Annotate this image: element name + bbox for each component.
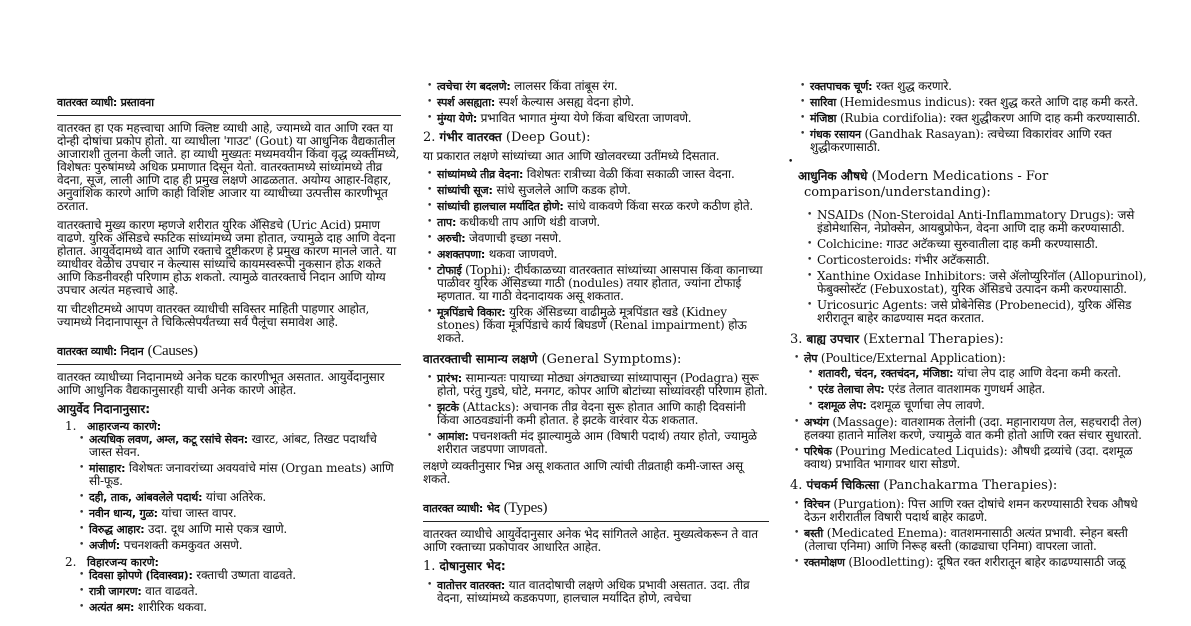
list-item: • गंधक रसायन (Gandhak Rasayan): त्वचेच्या विकारांवर आणि रक्त शुद्धीकरणासाठी. <box>810 128 1162 154</box>
dosha-types-list <box>423 579 769 605</box>
modern-medications-heading: आधुनिक औषधे (Modern Medications - For comparison/understanding): <box>798 169 1049 200</box>
list-item: • स्पर्श असह्यता: स्पर्श केल्यास असह्य वेदना होणे. <box>437 96 769 109</box>
list-item: • प्रारंभ: सामान्यतः पायाच्या मोठ्या अंगठ्याच्या सांध्यापासून (Podagra) सुरू होतो, परंतु गुडघे, घोटे, मनगट, कोपर आणि बोटांच्या सांध्यांवरही परिणाम होतो. <box>437 372 769 398</box>
list-item: • Colchicine: गाउट अटॅकच्या सुरुवातीला दाह कमी करण्यासाठी. <box>817 238 1162 251</box>
list-item: • रात्री जागरण: वात वाढवते. <box>89 585 401 598</box>
list-item: • अत्यंत श्रम: शारीरिक थकवा. <box>89 601 401 614</box>
intro-paragraph-3: या चीटशीटमध्ये आपण वातरक्त व्याधीची सविस्तर माहिती पाहणार आहोत, ज्यामध्ये निदानापासून ते चिकित्सेपर्यंतच्या सर्व पैलूंचा समावेश आहे. <box>57 302 370 329</box>
list-item: • अभ्यंग (Massage): वातशामक तेलांनी (उदा. महानारायण तेल, सहचरादी तेल) हलक्या हाताने मालिश करणे, ज्यामुळे वात कमी होतो आणि रक्त संचार सुधारतो. <box>804 416 1162 442</box>
lifestyle-causes-list <box>65 569 401 614</box>
list-item: • टोफाई (Tophi): दीर्घकाळच्या वातरक्तात सांध्यांच्या आसपास किंवा कानाच्या पाळीवर युरिक ॲसिडच्या गाठी (nodules) तयार होतात, ज्यांना टोफाई म्हणतात. या गाठी वेदनादायक असू शकतात. <box>437 264 769 303</box>
external-therapies-heading: 3. बाह्य उपचार (External Therapies): <box>790 332 1004 347</box>
list-item: • Corticosteroids: गंभीर अटॅकसाठी. <box>817 254 1162 267</box>
column-1 <box>57 92 401 618</box>
list-item: • शतावरी, चंदन, रक्तचंदन, मंजिष्ठा: यांचा लेप दाह आणि वेदना कमी करतो. <box>818 367 1162 380</box>
lep-list <box>804 367 1162 412</box>
diet-causes-list <box>65 433 401 552</box>
empty-bullet <box>790 158 1162 168</box>
list-item: • रक्तपाचक चूर्ण: रक्त शुद्ध करणारे. <box>810 80 1162 93</box>
types-intro: वातरक्त व्याधीचे आयुर्वेदानुसार अनेक भेद सांगितले आहेत. मुख्यत्वेकरून ते वात आणि रक्ताच्या प्रकोपावर आधारित आहेत. <box>423 527 758 554</box>
symptoms-continued-list <box>423 80 769 125</box>
deep-gout-list <box>423 168 769 345</box>
panchakarma-heading: 4. पंचकर्म चिकित्सा (Panchakarma Therapies): <box>790 478 1058 493</box>
list-item: • विरुद्ध आहार: उदा. दूध आणि मासे एकत्र खाणे. <box>89 523 401 536</box>
list-item: • झटके (Attacks): अचानक तीव्र वेदना सुरू होतात आणि काही दिवसांनी किंवा आठवड्यांनी कमी होतात. हे झटके वारंवार येऊ शकतात. <box>437 401 769 427</box>
list-item: • सारिवा (Hemidesmus indicus): रक्त शुद्ध करते आणि दाह कमी करते. <box>810 96 1162 109</box>
list-item: • सांध्यांमध्ये तीव्र वेदना: विशेषतः रात्रीच्या वेळी किंवा सकाळी जास्त वेदना. <box>437 168 769 181</box>
intro-heading: वातरक्त व्याधी: प्रस्तावना <box>57 92 401 116</box>
ayurveda-causes-label: आयुर्वेद निदानानुसार: <box>57 402 151 416</box>
deep-gout-intro: या प्रकारात लक्षणे सांध्यांच्या आत आणि खोलवरच्या उतींमध्ये दिसतात. <box>423 149 720 163</box>
list-item: • लेप (Poultice/External Application): • शतावरी, चंदन, रक्तचंदन, मंजिष्ठा: यांचा लेप दाह आणि वेदना कमी करतो. • एरंड तेलाचा लेप: एरंड तेलात वातशामक गुणधर्म आहेत. • दशमूळ लेप: दशमूळ चूर्णाचा लेप लावणे. <box>804 352 1162 412</box>
modern-medications-list <box>790 209 1162 325</box>
list-item: • अशक्तपणा: थकवा जाणवणे. <box>437 248 769 261</box>
column-2 <box>423 80 769 609</box>
list-item: • सांध्यांची सूज: सांधे सुजलेले आणि कडक होणे. <box>437 184 769 197</box>
list-item: • मूत्रपिंडाचे विकार: युरिक ॲसिडच्या वाढीमुळे मूत्रपिंडात खडे (Kidney stones) किंवा मूत्रपिंडाचे कार्य बिघडणे (Renal impairment) होऊ शकते. <box>437 306 769 345</box>
list-item: • ताप: कधीकधी ताप आणि थंडी वाजणे. <box>437 216 769 229</box>
causes-group: 2. विहारजन्य कारणे: • दिवसा झोपणे (दिवास्वप्न): रक्ताची उष्णता वाढवते. • रात्री जागरण: वात वाढवते. • अत्यंत श्रम: शारीरिक थकवा. <box>65 556 401 614</box>
causes-heading: वातरक्त व्याधी: निदान (Causes) <box>57 341 401 365</box>
list-item: • दशमूळ लेप: दशमूळ चूर्णाचा लेप लावणे. <box>818 399 1162 412</box>
list-item: • वातोत्तर वातरक्त: यात वातदोषाची लक्षणे अधिक प्रभावी असतात. उदा. तीव्र वेदना, सांध्यांमध्ये कडकपणा, हालचाल मर्यादित होणे, त्वचेचा <box>437 579 769 605</box>
causes-groups <box>57 420 401 614</box>
dosha-types-heading: 1. दोषानुसार भेद: <box>423 559 506 574</box>
list-item: • नवीन धान्य, गुळ: यांचा जास्त वापर. <box>89 507 401 520</box>
list-item: • मंजिष्ठा (Rubia cordifolia): रक्त शुद्धीकरण आणि दाह कमी करण्यासाठी. <box>810 112 1162 125</box>
intro-paragraph-1: वातरक्त हा एक महत्त्वाचा आणि क्लिष्ट व्याधी आहे, ज्यामध्ये वात आणि रक्त या दोन्ही दोषांचा प्रकोप होतो. या व्याधीला 'गाउट' (Gout) या आधुनिक वैद्यकातील आजाराशी तुलना केली जाते. हा व्याधी मुख्यतः मध्यमवयीन किंवा वृद्ध व्यक्तींमध्ये, विशेषतः पुरुषांमध्ये अधिक प्रमाणात दिसून येतो. वातरक्तामध्ये सांध्यांमध्ये तीव्र वेदना, सूज, लाली आणि दाह ही प्रमुख लक्षणे आढळतात. अयोग्य आहार-विहार, अनुवांशिक कारणे आणि काही विशिष्ट आजार या व्याधीच्या उत्पत्तीस कारणीभूत ठरतात. <box>57 121 400 213</box>
list-item: • मुंग्या येणे: प्रभावित भागात मुंग्या येणे किंवा बधिरता जाणवणे. <box>437 112 769 125</box>
list-item: • त्वचेचा रंग बदलणे: लालसर किंवा तांबूस रंग. <box>437 80 769 93</box>
list-item: • परिषेक (Pouring Medicated Liquids): औषधी द्रव्यांचे (उदा. दशमूळ क्वाथ) प्रभावित भागावर धारा सोडणे. <box>804 445 1162 471</box>
list-item: • एरंड तेलाचा लेप: एरंड तेलात वातशामक गुणधर्म आहेत. <box>818 383 1162 396</box>
general-symptoms-list <box>423 372 769 456</box>
list-item: • मांसाहार: विशेषतः जनावरांच्या अवयवांचे मांस (Organ meats) आणि सी-फूड. <box>89 462 401 488</box>
list-item: • अरुची: जेवणाची इच्छा नसणे. <box>437 232 769 245</box>
types-heading: वातरक्त व्याधी: भेद (Types) <box>423 498 769 522</box>
list-item: • आमांश: पचनशक्ती मंद झाल्यामुळे आम (विषारी पदार्थ) तयार होतो, ज्यामुळे शरीरात जडपणा जाणवतो. <box>437 430 769 456</box>
list-item: • सांध्यांची हालचाल मर्यादित होणे: सांधे वाकवणे किंवा सरळ करणे कठीण होते. <box>437 200 769 213</box>
herbal-remedies-list <box>790 80 1162 154</box>
list-item: • Uricosuric Agents: जसे प्रोबेनेसिड (Probenecid), युरिक ॲसिड शरीरातून बाहेर काढण्यास मदत करतात. <box>817 299 1162 325</box>
causes-group: 1. आहारजन्य कारणे: • अत्यधिक लवण, अम्ल, कटू रसांचे सेवन: खारट, आंबट, तिखट पदार्थांचे जास्त सेवन. • मांसाहार: विशेषतः जनावरांच्या अवयवांचे मांस (Organ meats) आणि सी-फूड. • दही, ताक, आंबवलेले पदार्थ: यांचा अतिरेक. • नवीन धान्य, गुळ: यांचा जास्त वापर. • विरुद्ध आहार: उदा. दूध आणि मासे एकत्र खाणे. • अजीर्ण: पचनशक्ती कमकुवत असणे. <box>65 420 401 552</box>
list-item: • दिवसा झोपणे (दिवास्वप्न): रक्ताची उष्णता वाढवते. <box>89 569 401 582</box>
list-item: • Xanthine Oxidase Inhibitors: जसे ॲलोप्युरिनॉल (Allopurinol), फेबुक्सोस्टॅट (Febuxostat), युरिक ॲसिडचे उत्पादन कमी करण्यासाठी. <box>817 270 1162 296</box>
list-item: • अत्यधिक लवण, अम्ल, कटू रसांचे सेवन: खारट, आंबट, तिखट पदार्थांचे जास्त सेवन. <box>89 433 401 459</box>
list-item: • दही, ताक, आंबवलेले पदार्थ: यांचा अतिरेक. <box>89 491 401 504</box>
panchakarma-list <box>790 498 1162 569</box>
general-symptoms-heading: वातरक्ताची सामान्य लक्षणे (General Symptoms): <box>423 352 682 367</box>
list-item: • अजीर्ण: पचनशक्ती कमकुवत असणे. <box>89 539 401 552</box>
causes-intro: वातरक्त व्याधीच्या निदानामध्ये अनेक घटक कारणीभूत असतात. आयुर्वेदानुसार आणि आधुनिक वैद्यकानुसारही याची अनेक कारणे आहेत. <box>57 370 385 397</box>
external-therapies-list <box>790 352 1162 471</box>
list-item: • बस्ती (Medicated Enema): वातशमनासाठी अत्यंत प्रभावी. स्नेहन बस्ती (तेलाचा एनिमा) आणि निरूह बस्ती (काढ्याचा एनिमा) वापरला जातो. <box>804 527 1162 553</box>
symptoms-note: लक्षणे व्यक्तीनुसार भिन्न असू शकतात आणि त्यांची तीव्रताही कमी-जास्त असू शकते. <box>423 459 743 486</box>
column-3 <box>790 80 1162 573</box>
list-item: • विरेचन (Purgation): पित्त आणि रक्त दोषांचे शमन करण्यासाठी रेचक औषधे देऊन शरीरातील विषारी पदार्थ बाहेर काढणे. <box>804 498 1162 524</box>
deep-gout-heading: 2. गंभीर वातरक्त (Deep Gout): <box>423 130 591 145</box>
intro-paragraph-2: वातरक्ताचे मुख्य कारण म्हणजे शरीरात युरिक ॲसिडचे (Uric Acid) प्रमाण वाढणे. युरिक ॲसिडचे स्फटिक सांध्यांमध्ये जमा होतात, ज्यामुळे दाह आणि वेदना होतात. आयुर्वेदामध्ये वात आणि रक्ताचे दुष्टीकरण हे प्रमुख कारण मानले जाते. या व्याधीवर वेळीच उपचार न केल्यास सांध्यांचे कायमस्वरूपी नुकसान होऊ शकते आणि किडनीवरही परिणाम होऊ शकतो. त्यामुळे वातरक्ताचे निदान आणि योग्य उपचार अत्यंत महत्त्वाचे आहे. <box>57 218 397 297</box>
list-item: • रक्तमोक्षण (Bloodletting): दूषित रक्त शरीरातून बाहेर काढण्यासाठी जळू <box>804 556 1162 569</box>
list-item: • NSAIDs (Non-Steroidal Anti-Inflammatory Drugs): जसे इंडोमेथासिन, नेप्रोक्सेन, आयबुप्रोफेन, वेदना आणि दाह कमी करण्यासाठी. <box>817 209 1162 235</box>
